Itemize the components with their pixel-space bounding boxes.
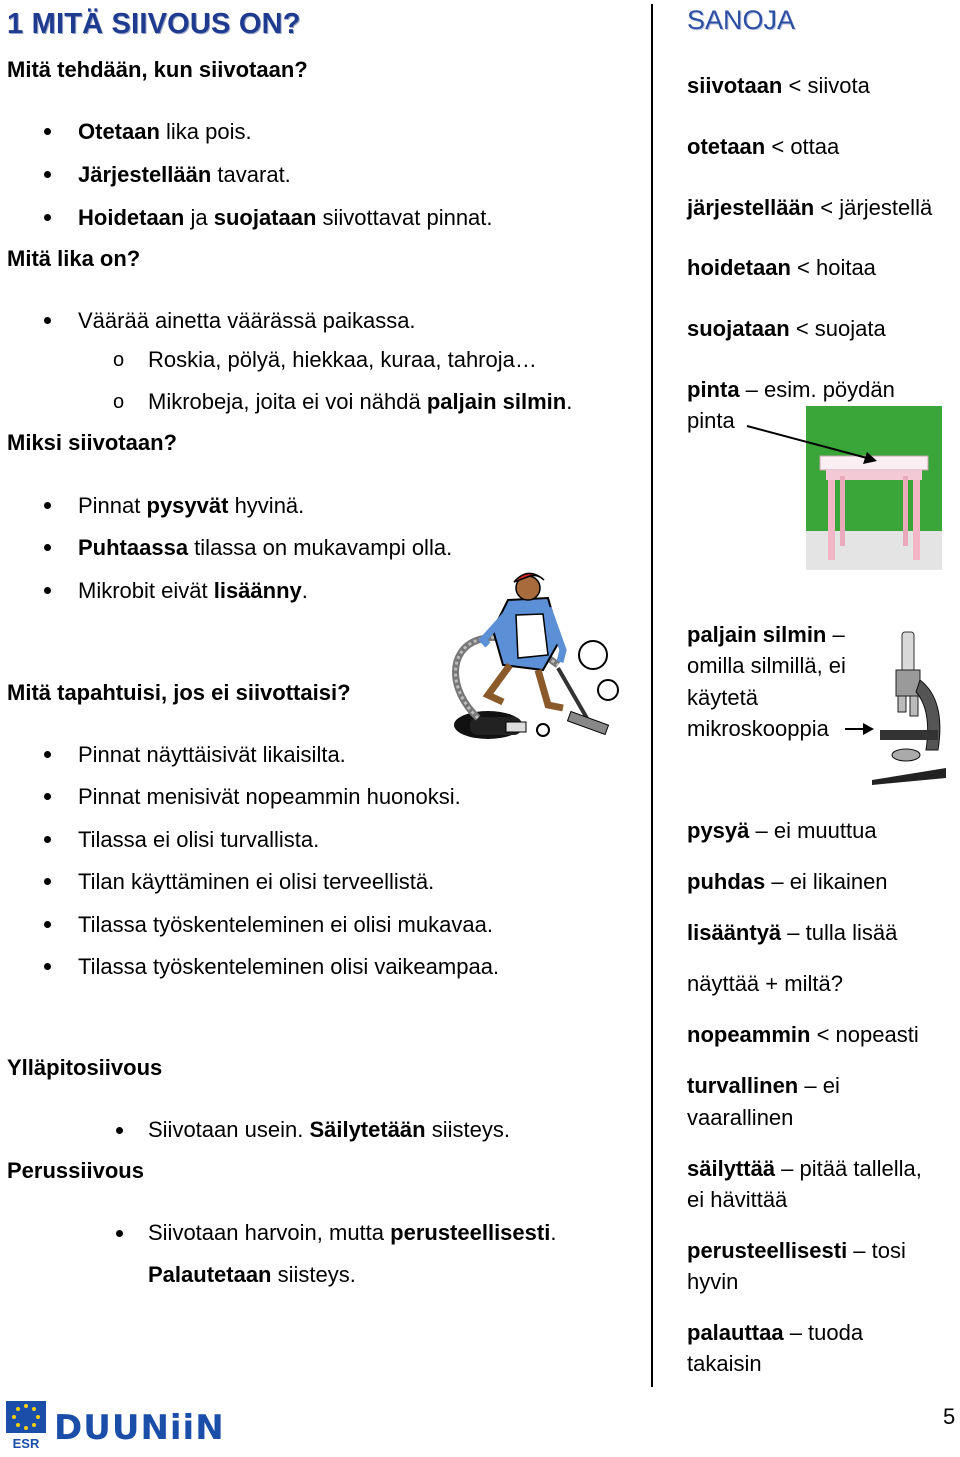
sub-bullet: o xyxy=(113,349,125,371)
vocab-entry-line: hyvin xyxy=(687,1269,739,1294)
vocab-entry: paljain silmin – xyxy=(687,622,845,647)
list-item: Tilassa ei olisi turvallista. xyxy=(78,827,320,852)
bullet xyxy=(44,921,51,928)
question-what-is-done: Mitä tehdään, kun siivotaan? xyxy=(7,57,308,82)
question-what-if-not-cleaned: Mitä tapahtuisi, jos ei siivottaisi? xyxy=(7,680,351,705)
list-item: Tilassa työskenteleminen ei olisi mukavaa. xyxy=(78,912,493,937)
list-item-continuation: Palautetaan siisteys. xyxy=(148,1262,356,1287)
column-divider xyxy=(651,4,653,1387)
bullet xyxy=(44,502,51,509)
sub-bullet: o xyxy=(113,391,125,413)
vocab-entry: säilyttää – pitää tallella, xyxy=(687,1156,922,1181)
vocab-entry: nopeammin < nopeasti xyxy=(687,1022,919,1047)
list-item: Hoidetaan ja suojataan siivottavat pinnat. xyxy=(78,205,493,230)
bullet xyxy=(44,878,51,885)
basic-cleaning-title: Perussiivous xyxy=(7,1158,144,1183)
vocabulary-title: SANOJA xyxy=(687,5,796,35)
list-item: Puhtaassa tilassa on mukavampi olla. xyxy=(78,535,453,560)
vocab-entry-line: käytetä xyxy=(687,685,758,710)
list-item: Tilan käyttäminen ei olisi terveellistä. xyxy=(78,869,435,894)
list-item: Pinnat näyttäisivät likaisilta. xyxy=(78,742,346,767)
vocab-entry-line: takaisin xyxy=(687,1351,762,1376)
sub-list-item: Roskia, pölyä, hiekkaa, kuraa, tahroja… xyxy=(148,347,537,372)
bullet xyxy=(44,214,51,221)
vocab-entry: turvallinen – ei xyxy=(687,1073,840,1098)
vocab-entry: lisääntyä – tulla lisää xyxy=(687,920,898,945)
vocab-entry-line: pinta xyxy=(687,408,735,433)
list-item: Pinnat menisivät nopeammin huonoksi. xyxy=(78,784,461,809)
sub-list-item: Mikrobeja, joita ei voi nähdä paljain silmin. xyxy=(148,389,573,414)
maintenance-cleaning-title: Ylläpitosiivous xyxy=(7,1055,163,1080)
vocab-entry: pysyä – ei muuttua xyxy=(687,818,877,843)
vocab-entry-line: vaarallinen xyxy=(687,1105,794,1130)
esr-logo-text: ESR xyxy=(12,1436,40,1451)
bullet xyxy=(44,751,51,758)
vocab-entry: otetaan < ottaa xyxy=(687,134,840,159)
vocab-entry: palauttaa – tuoda xyxy=(687,1320,864,1345)
vocab-entry-line: ei hävittää xyxy=(687,1187,788,1212)
bullet xyxy=(44,128,51,135)
bullet xyxy=(44,587,51,594)
vocab-entry: puhdas – ei likainen xyxy=(687,869,888,894)
page-number: 5 xyxy=(943,1404,956,1429)
list-item: Väärää ainetta väärässä paikassa. xyxy=(78,308,416,333)
vocab-entry: perusteellisesti – tosi xyxy=(687,1238,906,1263)
duuniin-logo: DUUNiiN xyxy=(54,1408,225,1448)
vocab-entry-line: mikroskooppia xyxy=(687,716,829,741)
list-item: Mikrobit eivät lisäänny. xyxy=(78,578,308,603)
bullet xyxy=(44,544,51,551)
vocab-entry: hoidetaan < hoitaa xyxy=(687,255,876,280)
cleaning-woman-illustration xyxy=(448,570,628,745)
bullet xyxy=(116,1127,123,1134)
microscope-illustration xyxy=(866,630,950,785)
bullet xyxy=(44,317,51,324)
bullet xyxy=(44,171,51,178)
list-item: Tilassa työskenteleminen olisi vaikeampaa. xyxy=(78,954,500,979)
vocab-entry: suojataan < suojata xyxy=(687,316,886,341)
bullet xyxy=(116,1230,123,1237)
list-item: Pinnat pysyvät hyvinä. xyxy=(78,493,305,518)
list-item: Siivotaan harvoin, mutta perusteellisesti. xyxy=(148,1220,557,1245)
vocab-entry: näyttää + miltä? xyxy=(687,971,843,996)
list-item: Otetaan lika pois. xyxy=(78,119,252,144)
list-item: Järjestellään tavarat. xyxy=(78,162,291,187)
question-what-is-dirt: Mitä lika on? xyxy=(7,246,141,271)
vocab-entry: pinta – esim. pöydän xyxy=(687,377,895,402)
question-why-clean: Miksi siivotaan? xyxy=(7,430,177,455)
bullet xyxy=(44,963,51,970)
vocab-entry-line: omilla silmillä, ei xyxy=(687,653,846,678)
bullet xyxy=(44,836,51,843)
pointer-arrow-to-table xyxy=(745,420,880,465)
page-title: 1 MITÄ SIIVOUS ON? xyxy=(7,8,301,40)
esr-logo xyxy=(6,1401,46,1451)
vocab-entry: siivotaan < siivota xyxy=(687,73,870,98)
vocab-entry: järjestellään < järjestellä xyxy=(687,195,933,220)
list-item: Siivotaan usein. Säilytetään siisteys. xyxy=(148,1117,510,1142)
bullet xyxy=(44,793,51,800)
